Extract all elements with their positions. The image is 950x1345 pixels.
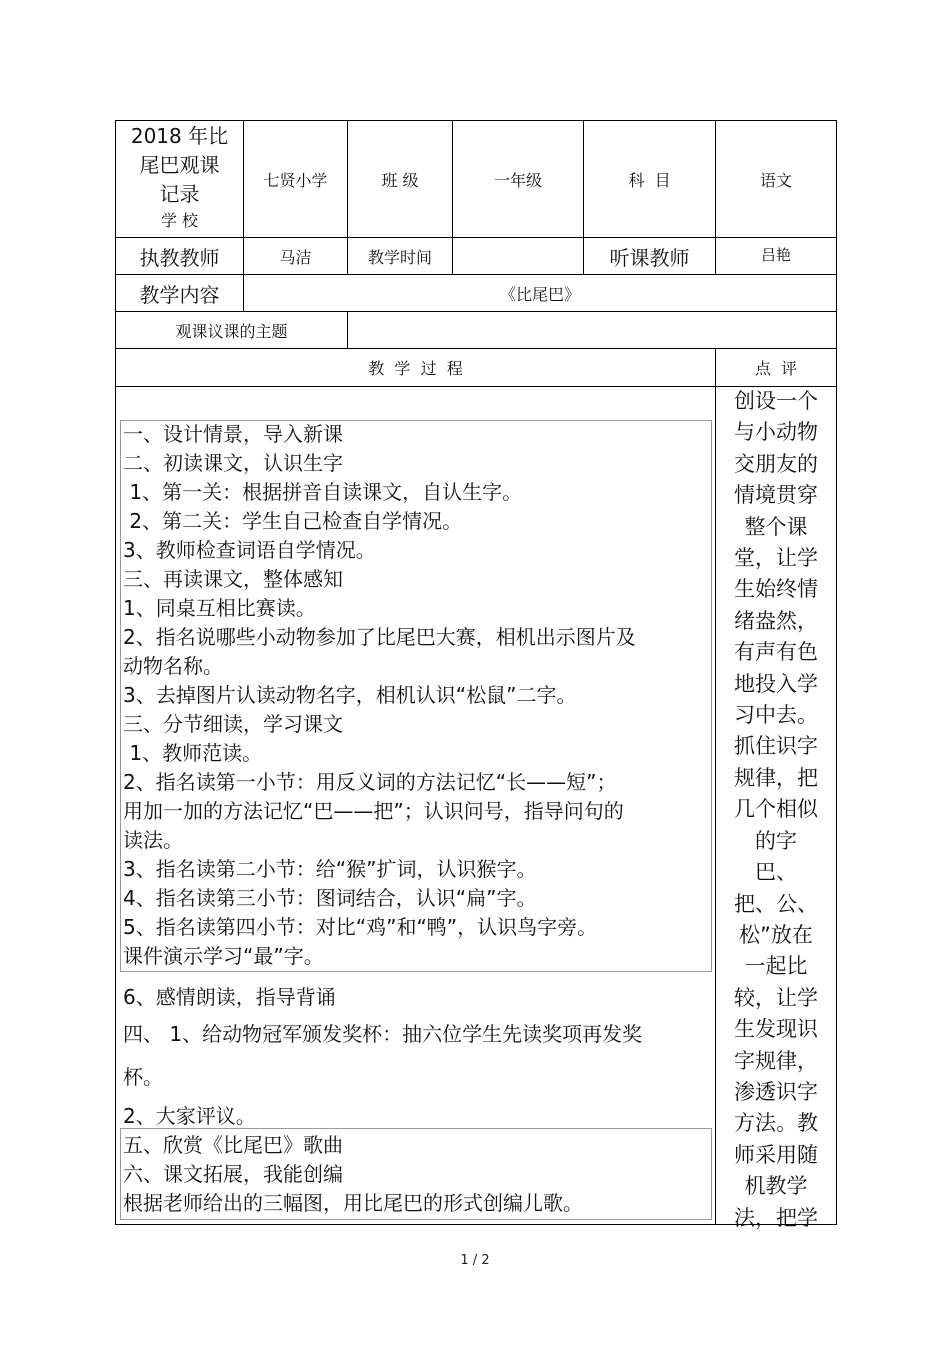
record-title <box>116 122 243 233</box>
comment-line: 与小动物 <box>734 420 818 445</box>
subject-value: 语文 <box>759 170 792 190</box>
comment-line: 较，让学 <box>734 985 818 1010</box>
comment-line: 创设一个 <box>734 389 818 413</box>
comment-heading: 点 评 <box>754 359 798 378</box>
process-line: 读法。 <box>123 828 183 852</box>
theme-label: 观课议课的主题 <box>175 321 288 341</box>
title-line-2: 尾巴观课 <box>139 153 220 177</box>
listener-value: 吕艳 <box>760 245 791 264</box>
comment-line: 一起比 <box>744 954 808 979</box>
process-line: 2、指名读第一小节：用反义词的方法记忆“长——短”； <box>123 770 617 794</box>
comment-text <box>718 386 834 1234</box>
process-line: 3、指名读第二小节：给“猴”扩词，认识猴字。 <box>123 857 537 881</box>
school-value: 七贤小学 <box>263 170 328 190</box>
process-line: 动物名称。 <box>123 654 223 678</box>
listener-label: 听课教师 <box>609 245 690 270</box>
process-line: 1、教师范读。 <box>123 741 263 765</box>
comment-line: 松”放在 <box>739 922 813 947</box>
process-line: 1、同桌互相比赛读。 <box>123 596 316 620</box>
comment-line: 方法。教 <box>734 1111 818 1136</box>
process-line: 根据老师给出的三幅图，用比尾巴的形式创编儿歌。 <box>123 1191 583 1215</box>
comment-line: 抓住识字 <box>734 734 818 759</box>
school-label: 学 校 <box>160 211 199 230</box>
process-line: 3、去掉图片认读动物名字，相机认识“松鼠”二字。 <box>123 683 577 707</box>
process-line: 1、第一关：根据拼音自读课文，自认生字。 <box>123 480 523 504</box>
process-block-1 <box>123 420 636 971</box>
comment-line: 绪盎然， <box>734 608 818 633</box>
comment-line: 把、公、 <box>734 891 818 916</box>
process-line: 一、设计情景，导入新课 <box>123 422 343 446</box>
comment-line: 渗透识字 <box>734 1079 818 1104</box>
process-line: 四、 1、给动物冠军颁发奖杯：抽六位学生先读奖项再发奖 <box>123 1022 643 1046</box>
theme-value <box>348 312 836 348</box>
content-value: 《比尾巴》 <box>499 284 580 304</box>
comment-line: 情境贯穿 <box>734 483 818 508</box>
comment-line: 巴、 <box>755 860 797 885</box>
subject-label: 科 目 <box>628 170 671 190</box>
process-line: 三、分节细读，学习课文 <box>123 712 343 736</box>
comment-line: 习中去。 <box>734 703 818 728</box>
process-line: 用加一加的方法记忆“巴——把”；认识问号，指导问句的 <box>123 799 624 823</box>
teacher-label: 执教教师 <box>139 245 220 270</box>
comment-line: 交朋友的 <box>734 451 818 476</box>
time-value <box>453 238 583 274</box>
process-line: 五、欣赏《比尾巴》歌曲 <box>123 1133 343 1157</box>
comment-line: 机教学 <box>744 1174 808 1199</box>
class-label: 班 级 <box>381 170 419 190</box>
page-number: 1 / 2 <box>460 1253 490 1268</box>
process-block-3 <box>123 1131 583 1218</box>
comment-line: 的字 <box>755 828 797 853</box>
process-line: 5、指名读第四小节：对比“鸡”和“鸭”，认识鸟字旁。 <box>123 915 598 939</box>
process-line: 2、第二关：学生自己检查自学情况。 <box>123 509 463 533</box>
comment-line: 师采用随 <box>734 1142 818 1167</box>
process-line: 6、感情朗读，指导背诵 <box>123 985 336 1009</box>
class-value: 一年级 <box>493 170 542 190</box>
process-line: 六、课文拓展，我能创编 <box>123 1162 343 1186</box>
process-line: 课件演示学习“最”字。 <box>123 944 324 968</box>
comment-line: 生发现识 <box>734 1017 818 1042</box>
teacher-value: 马洁 <box>279 247 312 267</box>
comment-line: 法，把学 <box>734 1205 818 1230</box>
process-heading: 教 学 过 程 <box>368 359 463 378</box>
process-line: 2、指名说哪些小动物参加了比尾巴大赛，相机出示图片及 <box>123 625 636 649</box>
process-line: 三、再读课文，整体感知 <box>123 567 343 591</box>
title-line-1: 2018 年比 <box>130 124 229 148</box>
comment-line: 生始终情 <box>734 577 818 602</box>
content-label: 教学内容 <box>139 282 220 307</box>
title-line-3: 记录 <box>159 182 200 206</box>
process-line: 4、指名读第三小节：图词结合，认识“扁”字。 <box>123 886 537 910</box>
comment-line: 几个相似 <box>734 797 818 822</box>
process-line: 2、大家评议。 <box>123 1104 256 1128</box>
time-label: 教学时间 <box>367 247 432 267</box>
comment-line: 规律，把 <box>734 765 818 790</box>
comment-line: 堂，让学 <box>734 546 818 571</box>
process-line: 3、教师检查词语自学情况。 <box>123 538 376 562</box>
process-line: 二、初读课文，认识生字 <box>123 451 343 475</box>
comment-line: 字规律， <box>734 1048 818 1073</box>
comment-line: 地投入学 <box>734 671 818 696</box>
process-line: 杯。 <box>123 1065 163 1089</box>
comment-line: 整个课 <box>744 514 808 539</box>
comment-line: 有声有色 <box>734 640 818 665</box>
